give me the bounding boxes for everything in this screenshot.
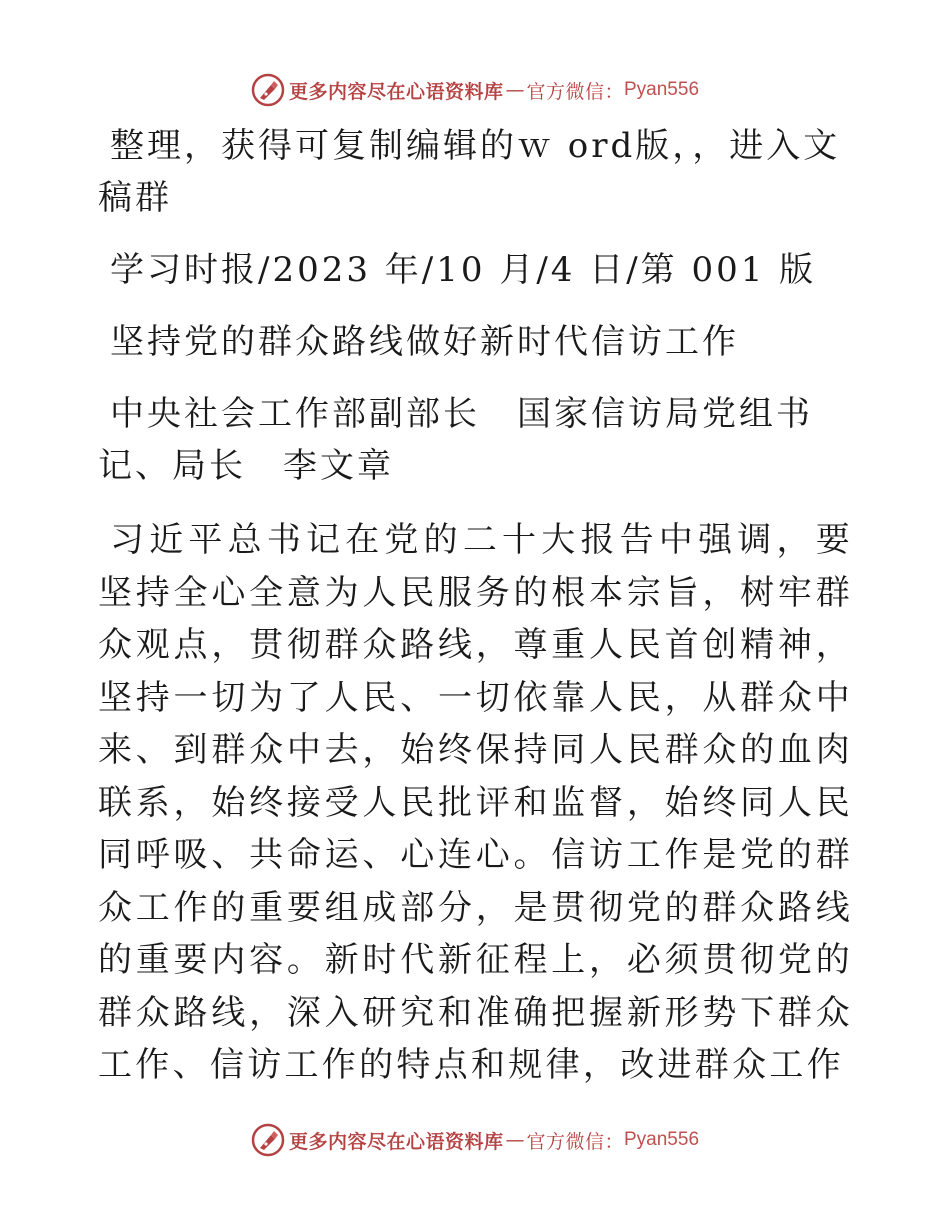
intro-line: 整理，获得可复制编辑的ｗ ord版，，进入文稿群	[98, 126, 841, 218]
article-title: 坚持党的群众路线做好新时代信访工作	[110, 322, 739, 362]
watermark-separator: —	[505, 1129, 525, 1151]
document-body	[98, 120, 853, 1092]
watermark-header	[0, 70, 950, 110]
watermark-account-id: Pyan556	[624, 79, 700, 100]
watermark-footer	[0, 1120, 950, 1160]
watermark-sub-text: 官方微信：	[526, 80, 624, 103]
watermark-sub-text: 官方微信：	[526, 1130, 624, 1153]
source-line: 学习时报/2023 年/10 月/4 日/第 001 版	[110, 250, 817, 290]
pen-nib-logo-icon	[251, 1123, 285, 1157]
watermark-main-text: 更多内容尽在心语资料库	[288, 80, 504, 103]
author-line: 中央社会工作部副部长 国家信访局党组书记、局长 李文章	[98, 394, 813, 486]
watermark-main-text: 更多内容尽在心语资料库	[288, 1130, 504, 1153]
body-paragraph: 习近平总书记在党的二十大报告中强调，要坚持全心全意为人民服务的根本宗旨，树牢群众观点，贯彻群众路线，尊重人民首创精神，坚持一切为了人民、一切依靠人民，从群众中来、到群众中去，始终保持同人民群众的血肉联系，始终接受人民批评和监督，始终同人民同呼吸、共命运、心连心。信访工作是党的群众工作的重要组成部分，是贯彻党的群众路线的重要内容。新时代新征程上，必须贯彻党的群众路线，深入研究和准确把握新形势下群众工作、信访工作的特点和规律，改进群众工作	[98, 520, 853, 1085]
pen-nib-logo-icon	[251, 73, 285, 107]
watermark-separator: —	[505, 79, 525, 101]
watermark-account-id: Pyan556	[624, 1129, 700, 1150]
